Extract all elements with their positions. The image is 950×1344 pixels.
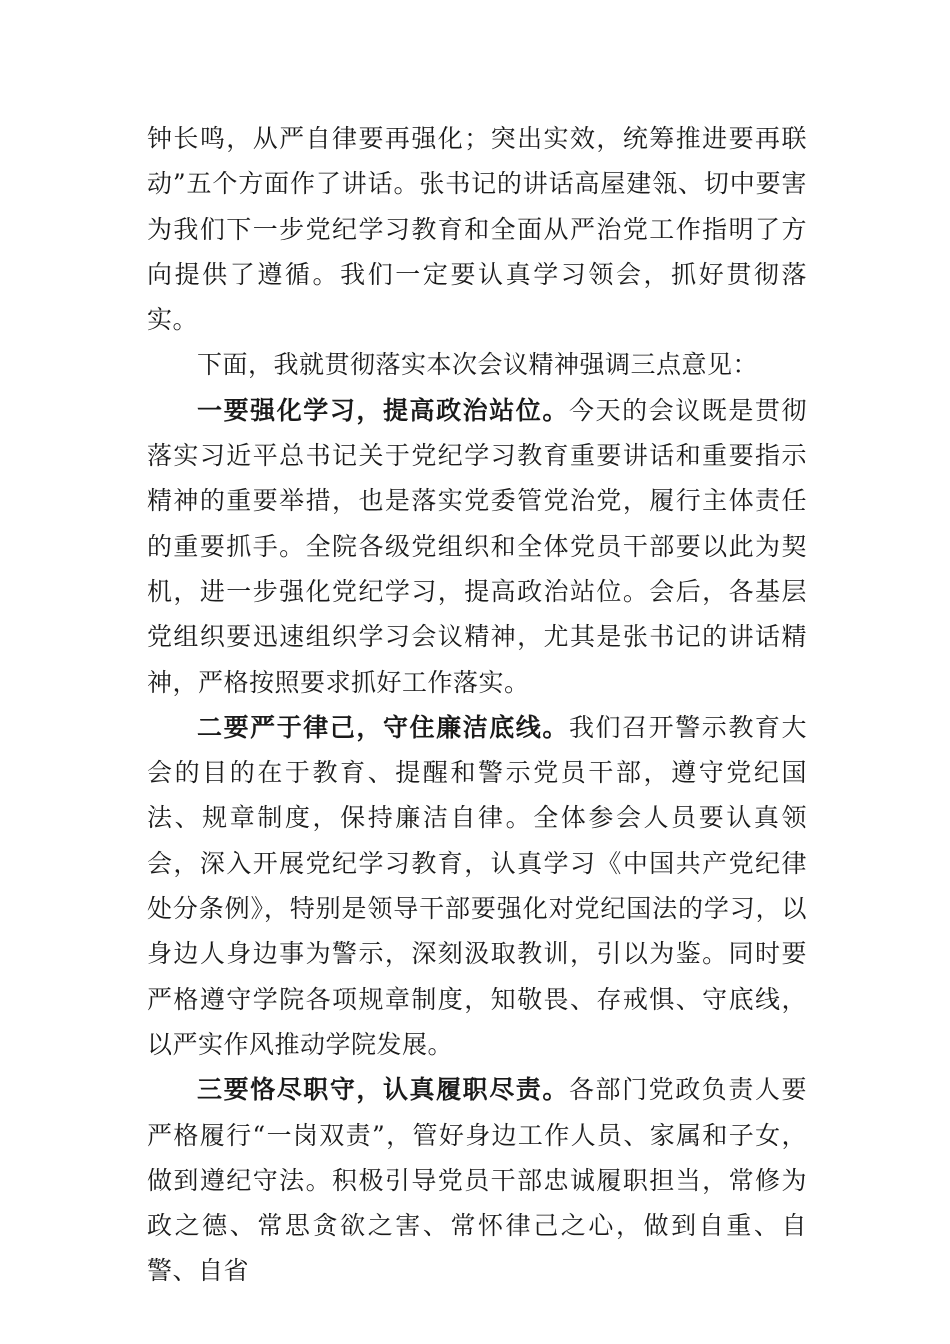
paragraph-text: 今天的会议既是贯彻落实习近平总书记关于党纪学习教育重要讲话和重要指示精神的重要举措，也是落实党委管党治党，履行主体责任的重要抓手。全院各级党组织和全体党员干部要以此为契机，进一步强化党纪学习，提高政治站位。会后，各基层党组织要迅速组织学习会议精神，尤其是张书记的讲话精神，严格按照要求抓好工作落实。 — [147, 395, 807, 697]
paragraph-heading: 三要恪尽职守，认真履职尽责。 — [197, 1075, 569, 1105]
paragraph-heading: 一要强化学习，提高政治站位。 — [197, 395, 569, 425]
paragraph-heading: 二要严于律己，守住廉洁底线。 — [197, 712, 569, 742]
paragraph-text: 下面，我就贯彻落实本次会议精神强调三点意见： — [197, 350, 759, 380]
paragraph-text: 钟长鸣，从严自律要再强化；突出实效，统筹推进要再联动”五个方面作了讲话。张书记的讲话高屋建瓴、切中要害为我们下一步党纪学习教育和全面从严治党工作指明了方向提供了遵循。我们一定要认真学习领会，抓好贯彻落实。 — [147, 124, 807, 335]
document-body — [147, 116, 807, 1294]
paragraph-point-three — [147, 1067, 807, 1293]
paragraph-point-one — [147, 388, 807, 705]
paragraph-point-two — [147, 705, 807, 1067]
paragraph-continuation — [147, 116, 807, 342]
paragraph-text: 各部门党政负责人要严格履行“一岗双责”，管好身边工作人员、家属和子女，做到遵纪守法。积极引导党员干部忠诚履职担当，常修为政之德、常思贪欲之害、常怀律己之心，做到自重、自警、自省 — [147, 1075, 807, 1286]
paragraph-text: 我们召开警示教育大会的目的在于教育、提醒和警示党员干部，遵守党纪国法、规章制度，保持廉洁自律。全体参会人员要认真领会，深入开展党纪学习教育，认真学习《中国共产党纪律处分条例》，特别是领导干部要强化对党纪国法的学习，以身边人身边事为警示，深刻汲取教训，引以为鉴。同时要严格遵守学院各项规章制度，知敬畏、存戒惧、守底线，以严实作风推动学院发展。 — [147, 712, 807, 1059]
paragraph-intro — [147, 342, 807, 387]
